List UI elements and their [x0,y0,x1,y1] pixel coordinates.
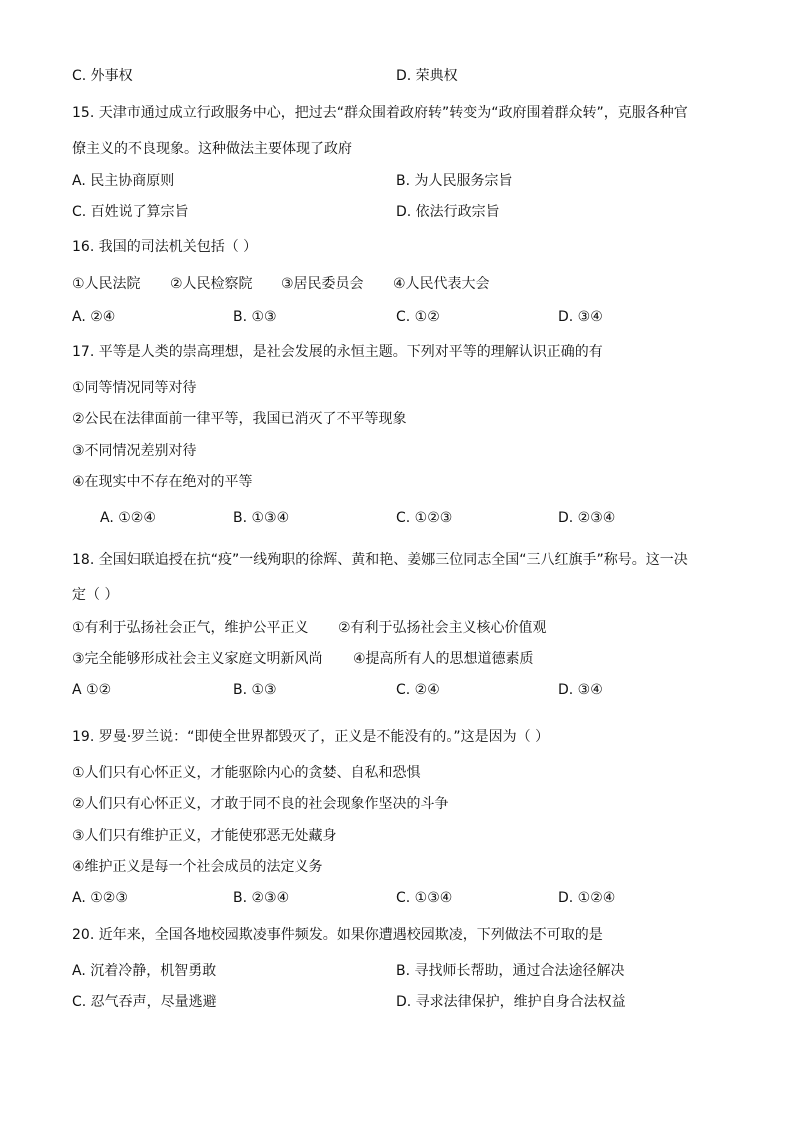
q20-option-a: A. 沉着冷静，机智勇敢 [72,963,217,979]
q17-option-c: C. ①②③ [396,510,453,526]
q20-option-d: D. 寻求法律保护，维护自身合法权益 [396,994,626,1010]
q16-stem: 16. 我国的司法机关包括（ ） [72,239,258,255]
q16-item-3: ③居民委员会 [281,276,364,292]
q18-statement-2: ②有利于弘扬社会主义核心价值观 [338,620,547,636]
q16-option-c: C. ①② [396,309,440,325]
q16-option-a: A. ②④ [72,309,116,325]
q16-option-d: D. ③④ [558,309,603,325]
q17-statement-4: ④在现实中不存在绝对的平等 [72,474,253,490]
q17-option-a: A. ①②④ [100,510,156,526]
q17-stem: 17. 平等是人类的崇高理想，是社会发展的永恒主题。下列对平等的理解认识正确的有 [72,344,603,360]
q16-item-1: ①人民法院 [72,276,141,292]
q19-statement-1: ①人们只有心怀正义，才能驱除内心的贪婪、自私和恐惧 [72,765,421,781]
q19-stem: 19. 罗曼·罗兰说：“即使全世界都毁灭了，正义是不能没有的。”这是因为（ ） [72,729,550,745]
q17-option-b: B. ①③④ [233,510,290,526]
q15-option-c: C. 百姓说了算宗旨 [72,204,189,220]
q18-statement-3: ③完全能够形成社会主义家庭文明新风尚 [72,651,323,667]
q20-option-c: C. 忍气吞声，尽量逃避 [72,994,217,1010]
q19-option-a: A. ①②③ [72,890,128,906]
q15-option-d: D. 依法行政宗旨 [396,204,500,220]
q16-option-b: B. ①③ [233,309,277,325]
q19-option-d: D. ①②④ [558,890,616,906]
q15-stem-line1: 15. 天津市通过成立行政服务中心，把过去“群众围着政府转”转变为“政府围着群众转”，克服各种官 [72,105,688,121]
q15-stem-line2: 僚主义的不良现象。这种做法主要体现了政府 [72,141,352,157]
q18-option-d: D. ③④ [558,682,603,698]
q18-option-b: B. ①③ [233,682,277,698]
q14-option-c: C. 外事权 [72,68,133,84]
q16-item-2: ②人民检察院 [170,276,253,292]
q17-statement-3: ③不同情况差别对待 [72,443,197,459]
q18-option-c: C. ②④ [396,682,440,698]
q19-option-c: C. ①③④ [396,890,453,906]
q18-option-a: A ①② [72,682,112,698]
q18-statement-4: ④提高所有人的思想道德素质 [353,651,534,667]
q18-stem-line1: 18. 全国妇联追授在抗“疫”一线殉职的徐辉、黄和艳、姜娜三位同志全国“三八红旗手”称号。这一决 [72,552,688,568]
q19-statement-2: ②人们只有心怀正义，才敢于同不良的社会现象作坚决的斗争 [72,796,449,812]
q19-statement-4: ④维护正义是每一个社会成员的法定义务 [72,859,323,875]
q20-stem: 20. 近年来，全国各地校园欺凌事件频发。如果你遭遇校园欺凌，下列做法不可取的是 [72,927,603,943]
q18-statement-1: ①有利于弘扬社会正气，维护公平正义 [72,620,309,636]
q19-statement-3: ③人们只有维护正义，才能使邪恶无处藏身 [72,828,337,844]
q20-option-b: B. 寻找师长帮助，通过合法途径解决 [396,963,625,979]
q17-statement-1: ①同等情况同等对待 [72,380,197,396]
q14-option-d: D. 荣典权 [396,68,458,84]
q16-item-4: ④人民代表大会 [393,276,490,292]
q15-option-a: A. 民主协商原则 [72,173,175,189]
q18-stem-line2: 定（ ） [72,587,119,603]
q19-option-b: B. ②③④ [233,890,290,906]
q17-option-d: D. ②③④ [558,510,616,526]
q17-statement-2: ②公民在法律面前一律平等，我国已消灭了不平等现象 [72,411,407,427]
q15-option-b: B. 为人民服务宗旨 [396,173,513,189]
